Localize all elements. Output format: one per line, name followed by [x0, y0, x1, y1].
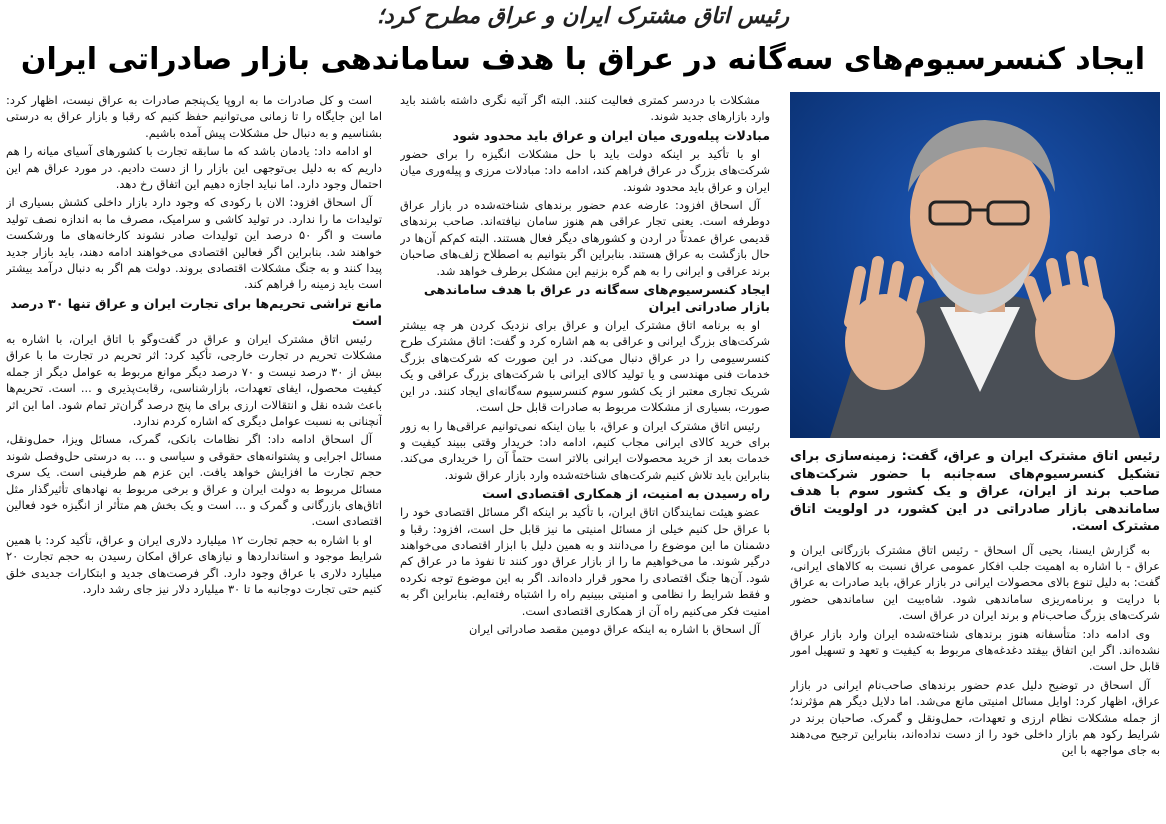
paragraph: او به برنامه اتاق مشترک ایران و عراق برای نزدیک کردن هر چه بیشتر شرکت‌های بزرگ ایرانی و عراقی به هم اشاره کرد و گفت: اتاق مشترک طرح کنسرسیومی را در عراق دنبال می‌کند. در این صورت که شرکت‌های بزرگ خدمات فنی مهندسی و یا تولید کالای ایرانی با شرکت‌های بزرگ عراقی و یک شریک تجاری معتبر از یک کشور سوم کنسرسیوم سه‌گانه‌ای ایجاد کنند. در این صورت، بسیاری از مشکلات مربوط به صادرات قابل حل است.: [400, 318, 770, 415]
subheading: راه رسیدن به امنیت، از همکاری اقتصادی است: [482, 486, 770, 502]
paragraph: آل اسحاق با اشاره به اینکه عراق دومین مقصد صادراتی ایران: [468, 621, 760, 636]
subheading: ایجاد کنسرسیوم‌های سه‌گانه در عراق با هدف ساماندهی بازار صادراتی ایران: [423, 282, 770, 315]
paragraph: او ادامه داد: یادمان باشد که ما سابقه تجارت با کشورهای آسیای میانه را هم داریم که به دلیل بی‌توجهی این بازار را از دست دادیم. در مورد عراق هم این احتمال وجود دارد. اما نباید اجازه دهیم این اتفاق رخ دهد.: [6, 144, 382, 192]
portrait-illustration: [790, 92, 1160, 438]
paragraph: مشکلات با دردسر کمتری فعالیت کنند. البته اگر آتیه نگری داشته باشند باید وارد بازارهای جدید شوند.: [400, 93, 770, 124]
paragraph: آل اسحاق ادامه داد: اگر نظامات بانکی، گمرک، مسائل ویزا، حمل‌ونقل، مسائل اجرایی و پشتوانه‌های حقوقی و سیاسی و ... به درستی حل‌وفصل شوند حجم تجارت ما افزایش خواهد یافت. این عزم هم طرفینی است. یک سری مسائل مربوط به دولت ایران و عراق و برخی مربوط به نهادهای تأثیرگذار مثل اتاق‌های بازرگانی و گمرک و ... است و یک بخش هم متأثر از انگیزه خود فعالین اقتصادی است.: [6, 432, 382, 529]
column-middle: [400, 92, 770, 820]
column-right: [790, 448, 1160, 820]
portrait-photo: [790, 92, 1160, 438]
paragraph: رئیس اتاق مشترک ایران و عراق در گفت‌وگو با اتاق ایران، با اشاره به مشکلات تحریم در تجارت خارجی، تأکید کرد: اثر تحریم در تجارت ما با عراق بیش از ۳۰ درصد نیست و ۷۰ درصد دیگر موانع مربوط به عوامل دیگر از جمله کیفیت محصول، ایفای تعهدات، بازارشناسی، رقابت‌پذیری و ... است. تحریم‌ها باعث شده نقل و انتقالات ارزی برای ما پنج درصد گران‌تر تمام شود. اما این اثر آنچنانی به نسبت عوامل دیگری که اشاره کردم ندارد.: [6, 331, 382, 428]
lead-paragraph: رئیس اتاق مشترک ایران و عراق، گفت: زمینه‌سازی برای تشکیل کنسرسیوم‌های سه‌جانبه با حضور شرکت‌های صاحب برند از ایران، عراق و یک کشور سوم با هدف ساماندهی بازار صادراتی در این کشور، در اولویت اتاق مشترک است.: [790, 449, 1160, 534]
headline: ایجاد کنسرسیوم‌های سه‌گانه در عراق با هدف ساماندهی بازار صادراتی ایران: [20, 42, 1146, 77]
paragraph: وی ادامه داد: متأسفانه هنوز برندهای شناخته‌شده ایران وارد بازار عراق نشده‌اند. اگر این اتفاق بیفتد دغدغه‌های مربوط به کیفیت و تعهد و تسهیل امور قابل حل است.: [790, 626, 1160, 674]
paragraph: او با تأکید بر اینکه دولت باید با حل مشکلات انگیزه را برای حضور شرکت‌های بزرگ در عراق فراهم کند، ادامه داد: مبادلات مرزی و پیله‌وری میان ایران و عراق باید محدود شوند.: [400, 146, 770, 194]
column-left: [6, 92, 382, 820]
paragraph: است و کل صادرات ما به اروپا یک‌پنجم صادرات به عراق نیست، اظهار کرد: اما این جایگاه را تا زمانی می‌توانیم حفظ کنیم که رقبا و بازار عراق به درستی بشناسیم و به دنبال حل مشکلات پیش آمده باشیم.: [6, 93, 382, 140]
paragraph: آل اسحاق افزود: الان با رکودی که وجود دارد بازار داخلی کشش بسیاری از تولیدات ما را ندارد. در تولید کاشی و سرامیک، مصرف ما به اندازه نصف تولید ماست و اگر ۵۰ درصد این تولیدات صادر نشوند کارخانه‌های ما ورشکست خواهند شد. بنابراین اگر فعالین اقتصادی می‌خواهند ادامه دهند، باید بازار جدید پیدا کنند و به جنگ مشکلات اقتصادی بروند. دولت هم اگر به دنبال درآمد بیشتر است باید زمینه را فراهم کند.: [6, 195, 382, 292]
subheading: مانع تراشی تحریم‌ها برای تجارت ایران و عراق تنها ۳۰ درصد است: [10, 295, 382, 328]
paragraph: او با اشاره به حجم تجارت ۱۲ میلیارد دلاری ایران و عراق، تأکید کرد: با همین شرایط موجود و استانداردها و نیازهای عراق امکان رسیدن به حجم تجارت ۲۰ میلیارد دلاری با عراق وجود دارد. اگر فرصت‌های جدید و ابتکارات جدیدی خلق کنیم حتی تجارت دوجانبه ما تا ۳۰ میلیارد دلار نیز جای رشد دارد.: [6, 532, 382, 596]
kicker: رئیس اتاق مشترک ایران و عراق مطرح کرد؛: [376, 4, 790, 29]
paragraph: به گزارش ایسنا، یحیی آل اسحاق - رئیس اتاق مشترک بازرگانی ایران و عراق - با اشاره به اهمیت جلب افکار عمومی عراق نسبت به کالاهای ایرانی، گفت: به دلیل تنوع بالای محصولات ایرانی در بازار عراق، باید صادرات به عراق با درایت و برنامه‌ریزی ساماندهی شود. شاه‌بیت این ساماندهی حضور شرکت‌های بزرگ صاحب‌نام و برند ایران در عراق است.: [790, 542, 1160, 623]
paragraph: عضو هیئت نمایندگان اتاق ایران، با تأکید بر اینکه اگر مسائل اقتصادی خود را با عراق حل کنیم خیلی از مسائل امنیتی ما نیز قابل حل است، افزود: رقبا و دشمنان ما این موضوع را می‌دانند و به همین دلیل با ابزار اقتصادی می‌خواهند درگیر شوند. ما می‌خواهیم ما را از بازار عراق دور کنند تا نفوذ ما در عراق کم شود. آن‌ها جنگ اقتصادی را محور قرار داده‌اند. اگر به این موضوع توجه نکرده و فقط شرایط را نظامی و امنیتی ببینیم راه را اشتباه رفته‌ایم. بنابراین اگر به امنیت فکر می‌کنیم راه آن از همکاری اقتصادی است.: [400, 505, 770, 618]
subheading: مبادلات پیله‌وری میان ایران و عراق باید محدود شود: [452, 127, 770, 143]
paragraph: آل اسحاق افزود: عارضه عدم حضور برندهای شناخته‌شده در بازار عراق دوطرفه است. یعنی تجار عراقی هم هنوز سامان نیافته‌اند. صاحب برندهای قدیمی عراق عمدتاً در اردن و کشورهای دیگر فعال هستند. البته کم‌کم آن‌ها در حال بازگشت به عراق هستند. بنابراین اگر بتوانیم به اصطلاح زلف‌های صاحبان برند عراقی و ایرانی را به هم گره بزنیم این مشکل برطرف خواهد شد.: [400, 198, 770, 278]
paragraph: رئیس اتاق مشترک ایران و عراق، با بیان اینکه نمی‌توانیم عراقی‌ها را به زور برای خرید کالای ایرانی مجاب کنیم، ادامه داد: خریدار وقتی ببیند کیفیت و خدمات بعد از خرید محصولات ایرانی بالاتر است حتماً آن را خریداری می‌کند. بنابراین باید تلاش کنیم شرکت‌های شناخته‌شده وارد بازار عراق شوند.: [400, 418, 770, 482]
paragraph: آل اسحاق در توضیح دلیل عدم حضور برندهای صاحب‌نام ایرانی در بازار عراق، اظهار کرد: اوایل مسائل امنیتی مانع می‌شد. اما دلایل دیگر هم مؤثرند؛ از جمله مشکلات نظام ارزی و تعهدات، حمل‌ونقل و گمرک. صاحبان برند در شرایط رکود هم بازار داخلی خود را از دست نداده‌اند، بنابراین ترجیح می‌دهند به جای مواجهه با این: [790, 677, 1160, 758]
